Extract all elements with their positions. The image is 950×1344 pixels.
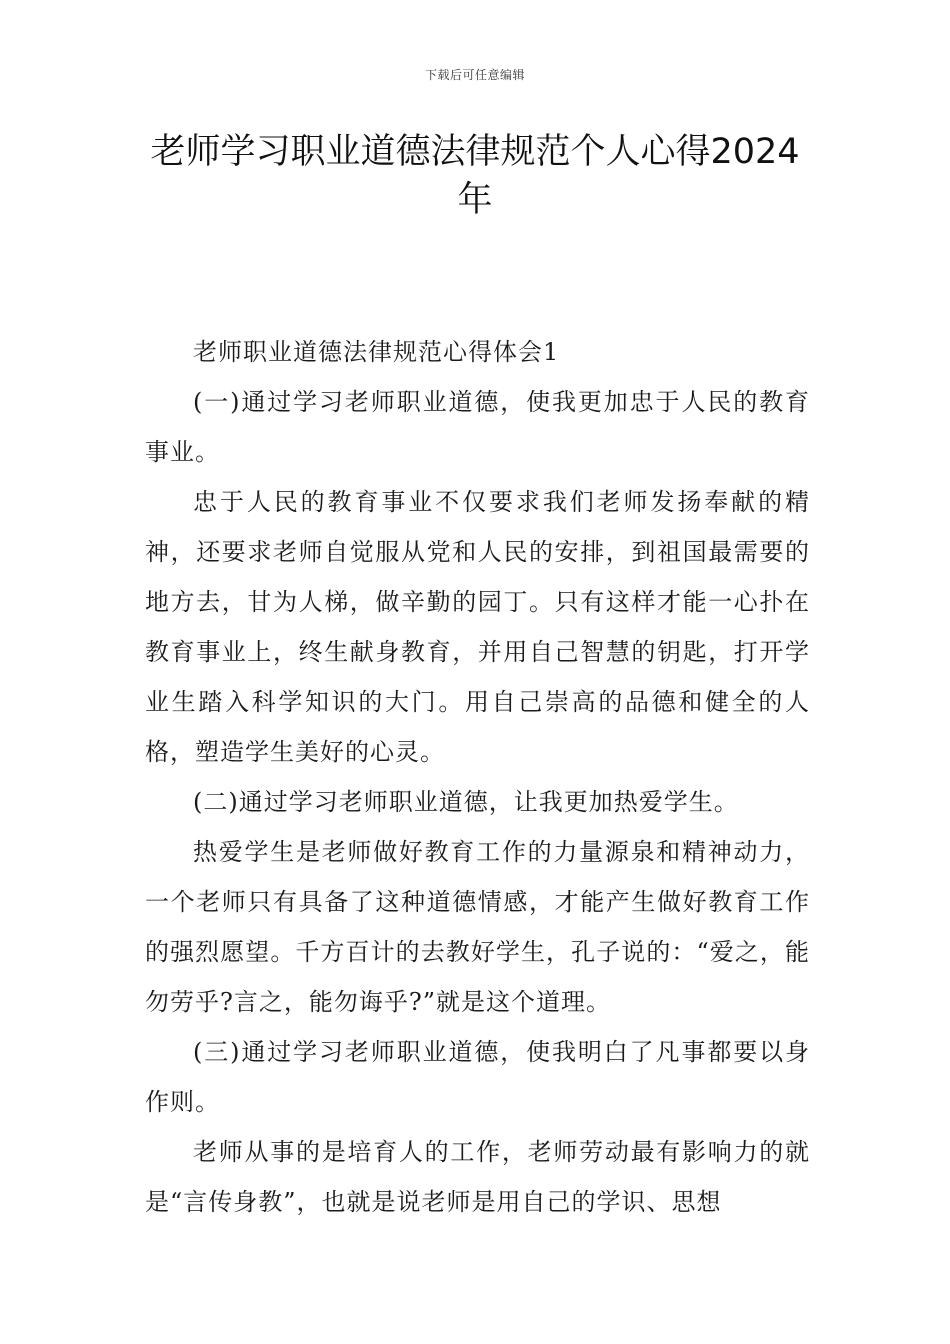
paragraph-body: 忠于人民的教育事业不仅要求我们老师发扬奉献的精神，还要求老师自觉服从党和人民的安排，到祖国最需要的地方去，甘为人梯，做辛勤的园丁。只有这样才能一心扑在教育事业上，终生献身教育，并用自己智慧的钥匙，打开学业生踏入科学知识的大门。用自己崇高的品德和健全的人格，塑造学生美好的心灵。 bbox=[145, 488, 810, 766]
header-note: 下载后可任意编辑 bbox=[424, 68, 525, 82]
paragraph-point-three: (三)通过学习老师职业道德，使我明白了凡事都要以身作则。 bbox=[145, 1038, 810, 1116]
document-title: 老师学习职业道德法律规范个人心得2024年 bbox=[150, 132, 800, 220]
paragraph-point-one: (一)通过学习老师职业道德，使我更加忠于人民的教育事业。 bbox=[145, 388, 810, 466]
section-heading: 老师职业道德法律规范心得体会1 bbox=[193, 338, 560, 366]
paragraph-body: 热爱学生是老师做好教育工作的力量源泉和精神动力，一个老师只有具备了这种道德情感，才能产生做好教育工作的强烈愿望。千方百计的去教好学生，孔子说的：“爱之，能勿劳乎?言之，能勿诲乎?”就是这个道理。 bbox=[145, 838, 810, 1016]
paragraph-body: 老师从事的是培育人的工作，老师劳动最有影响力的就是“言传身教”，也就是说老师是用自己的学识、思想 bbox=[145, 1138, 810, 1216]
paragraph-point-two: (二)通过学习老师职业道德，让我更加热爱学生。 bbox=[193, 788, 739, 816]
document-body bbox=[145, 327, 810, 1227]
